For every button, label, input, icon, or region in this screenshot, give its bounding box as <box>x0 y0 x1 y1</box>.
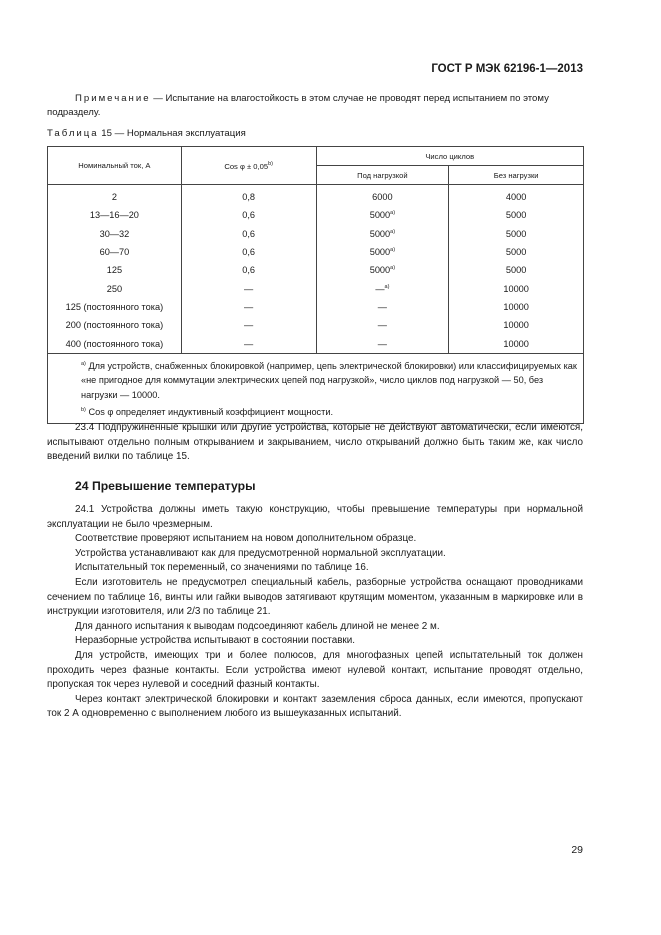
cell-rated-current-value: 400 (постоянного тока) <box>65 338 164 349</box>
table-row <box>48 334 584 353</box>
cell-rated-current-value: 13—16—20 <box>89 210 139 221</box>
cell-without-load-value: 5000 <box>505 228 527 239</box>
cell-rated-current-value: 2 <box>111 192 117 203</box>
cell-without-load <box>449 298 584 316</box>
paragraph-23-4: 23.4 Подпружиненные крышки или другие устройства, которые не действуют автоматически, если имеются, испытывают отдельно полным открыванием и закрыванием, число открываний должно быть таким же, как число введений вилки по таблице 15. <box>47 422 583 463</box>
cell-without-load-value: 5000 <box>505 210 527 221</box>
cell-cos-phi <box>181 279 316 297</box>
cell-rated-current-value: 125 <box>106 265 123 276</box>
footnote-b <box>81 403 577 420</box>
cell-without-load <box>449 243 584 261</box>
table-caption-label: Таблица <box>47 128 99 139</box>
cell-with-load-value: — <box>377 338 387 349</box>
cell-without-load <box>449 206 584 224</box>
cell-rated-current-value: 60—70 <box>99 247 130 258</box>
paragraph: Устройства устанавливают как для предусмотренной нормальной эксплуатации. <box>75 547 446 559</box>
cell-cos-phi-value: — <box>244 301 254 312</box>
cell-without-load-value: 10000 <box>503 283 529 294</box>
cell-with-load-value: — <box>377 301 387 312</box>
cell-without-load <box>449 225 584 243</box>
cell-cos-phi <box>181 243 316 261</box>
cell-with-load-value: 5000 <box>369 265 391 276</box>
note-label: Примечание <box>75 93 151 104</box>
cell-rated-current <box>48 225 182 243</box>
paragraph: Для устройств, имеющих три и более полюсов, для многофазных цепей испытательный ток должен проходить через фазные контакты. Если устройства имеют нулевой контакт, испытание проводят отдельно, пропуская ток через нулевой и соседний фазный контакты. <box>47 649 583 691</box>
cell-cos-phi-value: 0,8 <box>242 192 256 203</box>
cell-with-load <box>316 206 449 224</box>
cell-without-load-value: 10000 <box>503 338 529 349</box>
cell-cos-phi <box>181 261 316 279</box>
cell-cos-phi-value: — <box>244 320 254 331</box>
footnote-a-text: Для устройств, снабженных блокировкой (например, цепь электрической блокировки) или классифицируемых как «не пригодное для коммутации электрических цепей под нагрузкой», число циклов под нагрузкой — 50, без нагрузки — 10000. <box>81 360 577 400</box>
footnote-b-mark: b) <box>81 407 86 414</box>
cell-with-load <box>316 298 449 316</box>
cell-with-load-mark: a) <box>390 265 396 272</box>
cell-rated-current <box>48 334 182 353</box>
note-paragraph <box>47 92 583 120</box>
cell-rated-current <box>48 279 182 297</box>
cell-without-load-value: 10000 <box>503 320 529 331</box>
cell-with-load <box>316 225 449 243</box>
header-rated-current: Номинальный ток, А <box>48 147 182 185</box>
table-row <box>48 225 584 243</box>
document-header: ГОСТ Р МЭК 62196-1—2013 <box>431 63 583 75</box>
cell-with-load <box>316 261 449 279</box>
table-caption-text: 15 — Нормальная эксплуатация <box>98 128 246 139</box>
cell-cos-phi-value: — <box>244 338 254 349</box>
table-row <box>48 206 584 224</box>
table-row <box>48 298 584 316</box>
note-text: — Испытание на влагостойкость в этом случае не проводят перед испытанием по этому подразделу. <box>47 93 549 118</box>
cell-cos-phi-value: 0,6 <box>242 210 256 221</box>
cell-with-load-mark: a) <box>384 283 390 290</box>
page-number: 29 <box>571 844 583 856</box>
cell-cos-phi <box>181 334 316 353</box>
cell-without-load-value: 5000 <box>505 265 527 276</box>
table-15 <box>47 146 584 424</box>
table-footnotes <box>48 353 584 423</box>
cell-with-load <box>316 316 449 334</box>
cell-rated-current-value: 30—32 <box>99 228 130 239</box>
header-without-load: Без нагрузки <box>449 166 584 185</box>
table-row <box>48 185 584 207</box>
cell-with-load-value: — <box>377 320 387 331</box>
cell-with-load-mark: a) <box>390 210 396 217</box>
cell-with-load-mark: a) <box>390 247 396 254</box>
header-cos-phi-text: Cos φ ± 0,05 <box>224 161 269 171</box>
cell-cos-phi-value: 0,6 <box>242 247 256 258</box>
cell-cos-phi <box>181 225 316 243</box>
header-with-load: Под нагрузкой <box>316 166 449 185</box>
cell-without-load <box>449 334 584 353</box>
table-caption <box>47 128 246 139</box>
footnote-a <box>81 357 577 403</box>
table-row <box>48 279 584 297</box>
cell-rated-current-value: 125 (постоянного тока) <box>65 301 164 312</box>
footnote-a-mark: a) <box>81 360 86 367</box>
cell-rated-current <box>48 243 182 261</box>
cell-rated-current-value: 250 <box>106 283 123 294</box>
cell-cos-phi-value: 0,6 <box>242 228 256 239</box>
cell-rated-current <box>48 185 182 207</box>
table-row <box>48 243 584 261</box>
paragraph: Соответствие проверяют испытанием на новом дополнительном образце. <box>75 533 417 545</box>
paragraph: Для данного испытания к выводам подсоединяют кабель длиной не менее 2 м. <box>75 620 440 632</box>
cell-cos-phi <box>181 316 316 334</box>
cell-with-load <box>316 185 449 207</box>
cell-without-load <box>449 185 584 207</box>
cell-with-load <box>316 243 449 261</box>
footnote-b-text: Cos φ определяет индуктивный коэффициент мощности. <box>85 407 334 418</box>
paragraph: Неразборные устройства испытывают в состоянии поставки. <box>75 635 356 647</box>
cell-with-load-mark: a) <box>390 228 396 235</box>
cell-without-load-value: 4000 <box>505 192 527 203</box>
table-body <box>48 185 584 354</box>
paragraph: Испытательный ток переменный, со значениями по таблице 16. <box>75 562 369 574</box>
table-row <box>48 261 584 279</box>
cell-cos-phi <box>181 185 316 207</box>
header-cos-phi-mark: b) <box>268 160 273 167</box>
section-24-body <box>47 503 583 722</box>
cell-with-load <box>316 334 449 353</box>
section-23-4 <box>47 421 583 465</box>
cell-with-load-value: 5000 <box>369 210 391 221</box>
cell-with-load-value: — <box>375 283 385 294</box>
cell-with-load-value: 5000 <box>369 228 391 239</box>
cell-cos-phi <box>181 206 316 224</box>
cell-rated-current <box>48 206 182 224</box>
cell-with-load <box>316 279 449 297</box>
cell-rated-current <box>48 298 182 316</box>
cell-with-load-value: 6000 <box>372 192 393 203</box>
cell-cos-phi <box>181 298 316 316</box>
cell-without-load <box>449 261 584 279</box>
cell-rated-current <box>48 316 182 334</box>
cell-with-load-value: 5000 <box>369 247 391 258</box>
cell-rated-current-value: 200 (постоянного тока) <box>65 320 164 331</box>
cell-cos-phi-value: — <box>244 283 254 294</box>
paragraph: Через контакт электрической блокировки и контакт заземления сброса данных, если имеются, пропускают ток 2 А одновременно с выполнением любого из вышеуказанных испытаний. <box>47 693 583 720</box>
paragraph: 24.1 Устройства должны иметь такую конструкцию, чтобы превышение температуры при нормальной эксплуатации не было чрезмерным. <box>47 504 583 530</box>
header-cycles: Число циклов <box>316 147 584 166</box>
cell-without-load-value: 10000 <box>503 301 529 312</box>
table-row <box>48 316 584 334</box>
cell-without-load-value: 5000 <box>505 247 527 258</box>
cell-without-load <box>449 279 584 297</box>
paragraph: Если изготовитель не предусмотрел специальный кабель, разборные устройства оснащают проводниками сечением по таблице 16, винты или гайки выводов затягивают крутящим моментом, указанным в маркировке или в инструкции изготовителя, или 2/3 по таблице 21. <box>47 576 583 618</box>
cell-rated-current <box>48 261 182 279</box>
cell-cos-phi-value: 0,6 <box>242 265 256 276</box>
cell-without-load <box>449 316 584 334</box>
header-cos-phi <box>181 147 316 185</box>
section-24-heading: 24 Превышение температуры <box>75 479 256 493</box>
